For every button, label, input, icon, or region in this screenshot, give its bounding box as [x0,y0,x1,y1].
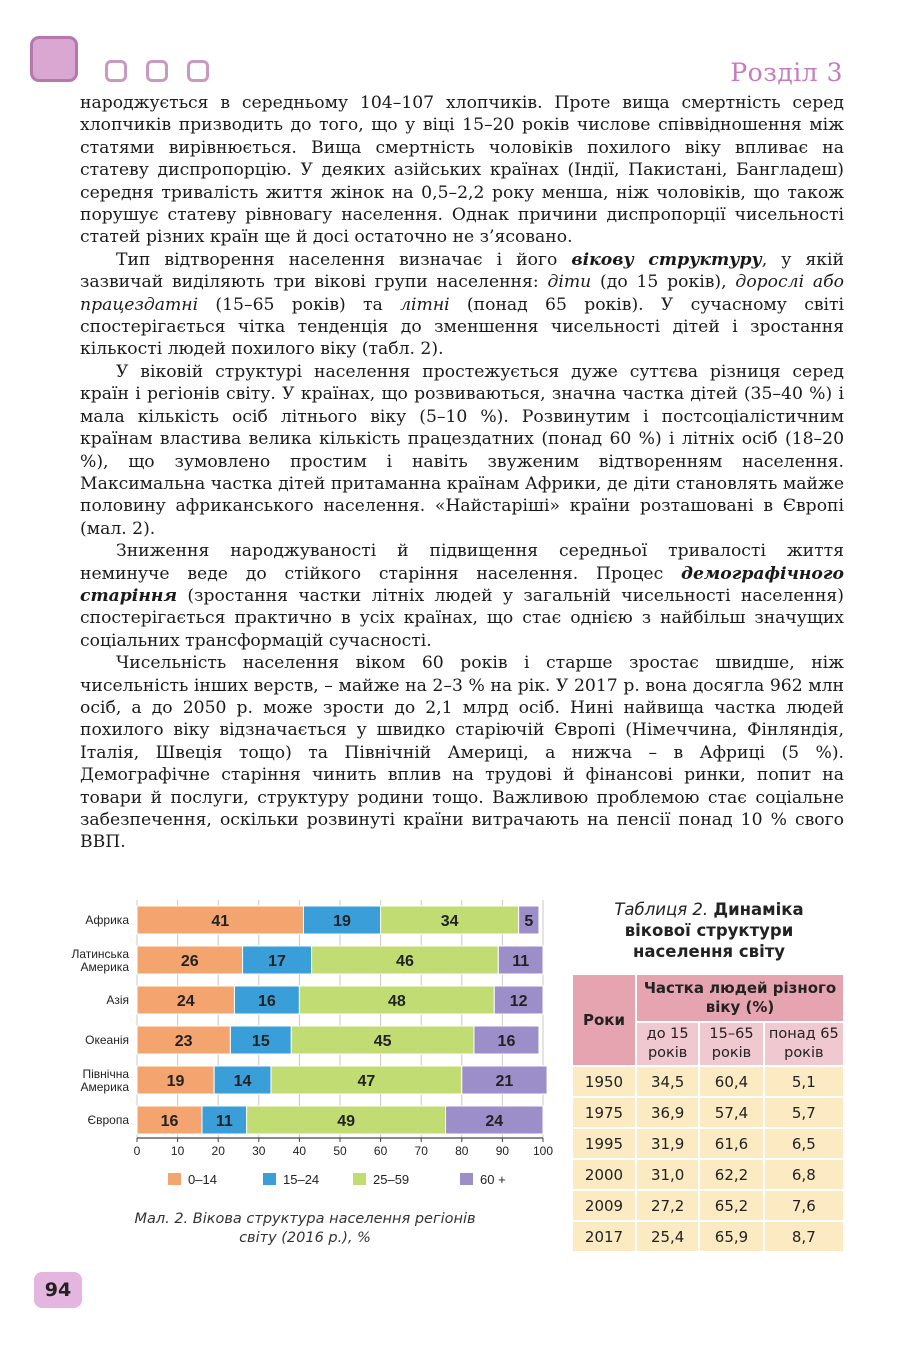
x-tick-label: 70 [414,1144,428,1158]
table-title-text: Динаміка вікової структури населення світу [624,900,804,961]
x-tick-label: 20 [211,1144,225,1158]
decor-square-2 [146,60,168,82]
paragraph-1: народжується в середньому 104–107 хлопчиків. Проте вища смертність серед хлопчиків призводить до того, що у віці 15–20 років числове співвідношення між статями вирівнюється. Вища смертність чоловіків похилого віку впливає на статеву диспропорцію. У деяких азійських країнах (Індії, Пакистані, Бангладеш) середня тривалість життя жінок на 0,5–2,2 року менша, ніж чоловіків, що також порушує статеву рівновагу населення. Однак причини диспропорції чисельності статей різних країн ще й досі остаточно не з’ясовано. [80,93,844,248]
data-label: 21 [495,1073,514,1090]
p2-text-a: Тип відтворення населення визначає і його [116,249,572,270]
data-label: 41 [211,913,230,930]
legend-label: 60 + [480,1172,506,1187]
p2-text-i: (понад 65 років). У сучасному світі спостерігається чітка тенденція до зменшення чисельності дітей і зростання кількості людей похилого віку (табл. 2). [80,294,844,360]
x-tick-label: 10 [170,1144,185,1158]
cell-value: 62,2 [699,1159,763,1190]
x-tick-label: 50 [333,1144,347,1158]
category-label [71,947,129,974]
data-label: 34 [440,913,459,930]
data-label: 46 [396,953,414,970]
header-15-65: 15–65 років [699,1022,763,1066]
data-label: 26 [180,953,199,970]
legend-swatch [460,1173,473,1185]
chart-caption: Мал. 2. Вікова структура населення регіонів світу (2016 р.), % [134,1211,476,1246]
p2-text-g: (15–65 років) та [198,294,401,315]
cell-year: 1950 [573,1066,636,1097]
category-label-line: Америка [80,960,129,974]
age-structure-chart [30,895,560,1205]
decor-square-3 [187,60,209,82]
data-label: 16 [497,1033,516,1050]
header-age-share: Частка людей різного віку (%) [636,975,843,1022]
table-row [573,1097,843,1128]
data-label: 11 [512,953,530,970]
cell-value: 7,6 [764,1190,843,1221]
cell-value: 25,4 [636,1221,699,1251]
paragraph-2 [80,249,844,361]
x-tick-label: 30 [252,1144,266,1158]
category-label [81,1067,130,1094]
data-label: 11 [215,1113,233,1130]
data-label: 47 [357,1073,376,1090]
term-demographic-aging: демографічного старіння [80,563,844,606]
data-label: 16 [258,993,276,1010]
header-over-65: понад 65 років [764,1022,843,1066]
data-label: 49 [337,1113,355,1130]
term-age-structure: вікову структуру [571,249,762,270]
data-label: 12 [509,993,528,1010]
term-elderly: літні [400,294,450,315]
data-label: 5 [524,913,534,930]
cell-value: 31,0 [636,1159,699,1190]
data-label: 16 [160,1113,179,1130]
x-tick-label: 100 [532,1144,554,1158]
legend-label: 25–59 [373,1172,410,1187]
category-label: Азія [106,993,129,1007]
age-dynamics-table [573,975,843,1251]
category-label-line: Північна [82,1067,129,1081]
legend-label: 0–14 [188,1172,217,1187]
cell-value: 5,7 [764,1097,843,1128]
paragraph-3: У віковій структурі населення простежується дуже суттєва різниця серед країн і регіонів світу. У країнах, що розвиваються, значна частка дітей (35–40 %) і мала кількість осіб літнього віку (5–10 %). Розвинутим і постсоціалістичним країнам властива велика кількість працездатних (понад 60 %) і літніх осіб (18–20 %), що зумовлено простим і навіть звуженим відтворенням населення. Максимальна частка дітей притаманна країнам Африки, де діти становлять майже половину африканського населення. «Найстаріші» країни розташовані в Європі (мал. 2). [80,361,844,539]
data-label: 24 [176,993,195,1010]
cell-value: 65,9 [699,1221,763,1251]
cell-value: 6,5 [764,1128,843,1159]
category-label-line: Америка [80,1080,129,1094]
term-children: діти [547,272,592,293]
cell-value: 6,8 [764,1159,843,1190]
p2-text-e: (до 15 років), [591,272,736,293]
cell-value: 57,4 [699,1097,763,1128]
legend-swatch [263,1173,276,1185]
paragraph-4 [80,540,844,652]
cell-year: 1975 [573,1097,636,1128]
x-tick-label: 80 [455,1144,469,1158]
category-label-line: Латинська [71,947,129,961]
cell-year: 1995 [573,1128,636,1159]
cell-value: 65,2 [699,1190,763,1221]
category-label: Європа [87,1113,129,1127]
data-label: 19 [166,1073,185,1090]
decor-square-1 [105,60,127,82]
cell-year: 2009 [573,1190,636,1221]
table-row [573,1159,843,1190]
cell-value: 61,6 [699,1128,763,1159]
header-under-15: до 15 років [636,1022,699,1066]
cell-value: 36,9 [636,1097,699,1128]
x-tick-label: 60 [373,1144,388,1158]
legend-label: 15–24 [283,1172,320,1187]
data-label: 17 [268,953,286,970]
cell-value: 5,1 [764,1066,843,1097]
category-label: Африка [85,913,129,927]
data-label: 24 [485,1113,504,1130]
data-label: 23 [174,1033,193,1050]
category-label: Океанія [85,1033,129,1047]
data-label: 15 [251,1033,270,1050]
data-label: 45 [373,1033,392,1050]
cell-value: 60,4 [699,1066,763,1097]
body-text [80,92,844,854]
term-adults: дорослі або працездатні [80,272,844,315]
cell-value: 8,7 [764,1221,843,1251]
table-row [573,1066,843,1097]
page-number: 94 [34,1272,82,1308]
p4-text-c: (зростання частки літніх людей у загальній чисельності населення) спостерігається практично в усіх країнах, що стає однією з найбільш значущих соціальних трансформацій сучасності. [80,585,844,651]
table-title-label: Таблиця 2. [614,900,709,919]
cell-value: 27,2 [636,1190,699,1221]
table-row [573,1190,843,1221]
cell-value: 34,5 [636,1066,699,1097]
cell-value: 31,9 [636,1128,699,1159]
legend-swatch [353,1173,366,1185]
p4-text-a: Зниження народжуваності й підвищення середньої тривалості життя неминуче веде до стійкого старіння населення. Процес [80,541,844,584]
cell-year: 2000 [573,1159,636,1190]
table-title [580,899,838,962]
decor-square-large [30,36,78,82]
x-tick-label: 40 [292,1144,307,1158]
x-tick-label: 0 [133,1144,141,1158]
x-tick-label: 90 [495,1144,510,1158]
paragraph-5: Чисельність населення віком 60 років і старше зростає швидше, ніж чисельність інших верств, – майже на 2–3 % на рік. У 2017 р. вона досягла 962 млн осіб, а до 2050 р. може зрости до 2,1 млрд осіб. Нині найвища частка людей похилого віку відзначається у швидко старіючій Європі (Німеччина, Фінляндія, Італія, Швеція тощо) та Північній Америці, а нижча – в Африці (5 %). Демографічне старіння чинить вплив на трудові й фінансові ринки, попит на товари й послуги, структуру родини тощо. Важливою проблемою стає соціальне забезпечення, оскільки розвинуті країни витрачають на пенсії понад 10 % свого ВВП. [80,653,844,853]
section-title: Розділ 3 [730,58,843,87]
header-years: Роки [573,975,636,1066]
table-row [573,1221,843,1251]
data-label: 19 [333,913,351,930]
table-row [573,1128,843,1159]
p2-text-c: , у якій зазвичай виділяють три вікові групи населення: [80,249,844,293]
data-label: 48 [387,993,406,1010]
legend-swatch [168,1173,181,1185]
data-label: 14 [233,1073,252,1090]
cell-year: 2017 [573,1221,636,1251]
